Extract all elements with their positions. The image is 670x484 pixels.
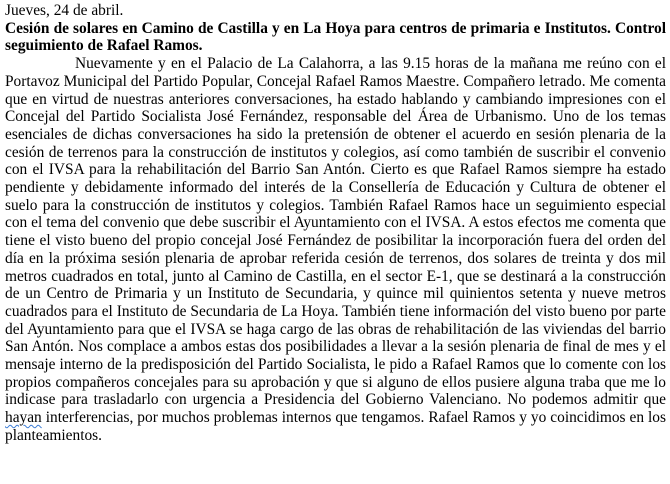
dateline: Jueves, 24 de abril.: [5, 2, 124, 19]
spellcheck-flagged-word[interactable]: hayan: [5, 409, 42, 427]
body-text-after: interferencias, por muchos problemas internos que tengamos. Rafael Ramos y yo coincidimos en los planteamientos.: [5, 409, 666, 444]
document-title: Cesión de solares en Camino de Castilla y en La Hoya para centros de primaria e Institutos. Control seguimiento de Rafael Ramos.: [5, 19, 666, 55]
body-paragraph: [5, 55, 666, 444]
body-text-before: Nuevamente y en el Palacio de La Calahorra, a las 9.15 horas de la mañana me reúno con el Portavoz Municipal del Partido Popular, Concejal Rafael Ramos Maestre. Compañero letrado. Me comenta que en virtud de nuestras anteriores conversaciones, ha estado hablando y cambiando impresiones con el Concejal del Partido Socialista José Fernández, responsable del Área de Urbanismo. Uno de los temas esenciales de dichas conversaciones ha sido la pretensión de obtener el acuerdo en sesión plenaria de la cesión de terrenos para la construcción de institutos y colegios, así como también de suscribir el convenio con el IVSA para la rehabilitación del Barrio San Antón. Cierto es que Rafael Ramos siempre ha estado pendiente y debidamente informado del interés de la Consellería de Educación y Cultura de obtener el suelo para la construcción de institutos y colegios. También Rafael Ramos hace un seguimiento especial con el tema del convenio que debe suscribir el Ayuntamiento con el IVSA. A estos efectos me comenta que tiene el visto bueno del propio concejal José Fernández de posibilitar la incorporación fuera del orden del día en la próxima sesión plenaria de aprobar referida cesión de terrenos, dos solares de treinta y dos mil metros cuadrados en total, junto al Camino de Castilla, en el sector E-1, que se destinará a la construcción de un Centro de Primaria y un Instituto de Secundaria, y quince mil quinientos setenta y nueve metros cuadrados para el Instituto de Secundaria de La Hoya. También tiene información del visto bueno por parte del Ayuntamiento para que el IVSA se haga cargo de las obras de rehabilitación de las viviendas del barrio San Antón. Nos complace a ambos estas dos posibilidades a llevar a la sesión plenaria de final de mes y el mensaje interno de la predisposición del Partido Socialista, le pido a Rafael Ramos que lo comente con los propios compañeros concejales para su aprobación y que si alguno de ellos pusiere alguna traba que me lo indicase para trasladarlo con urgencia a Presidencia del Gobierno Valenciano. No podemos admitir que: [5, 55, 666, 409]
document-page: [5, 2, 666, 445]
